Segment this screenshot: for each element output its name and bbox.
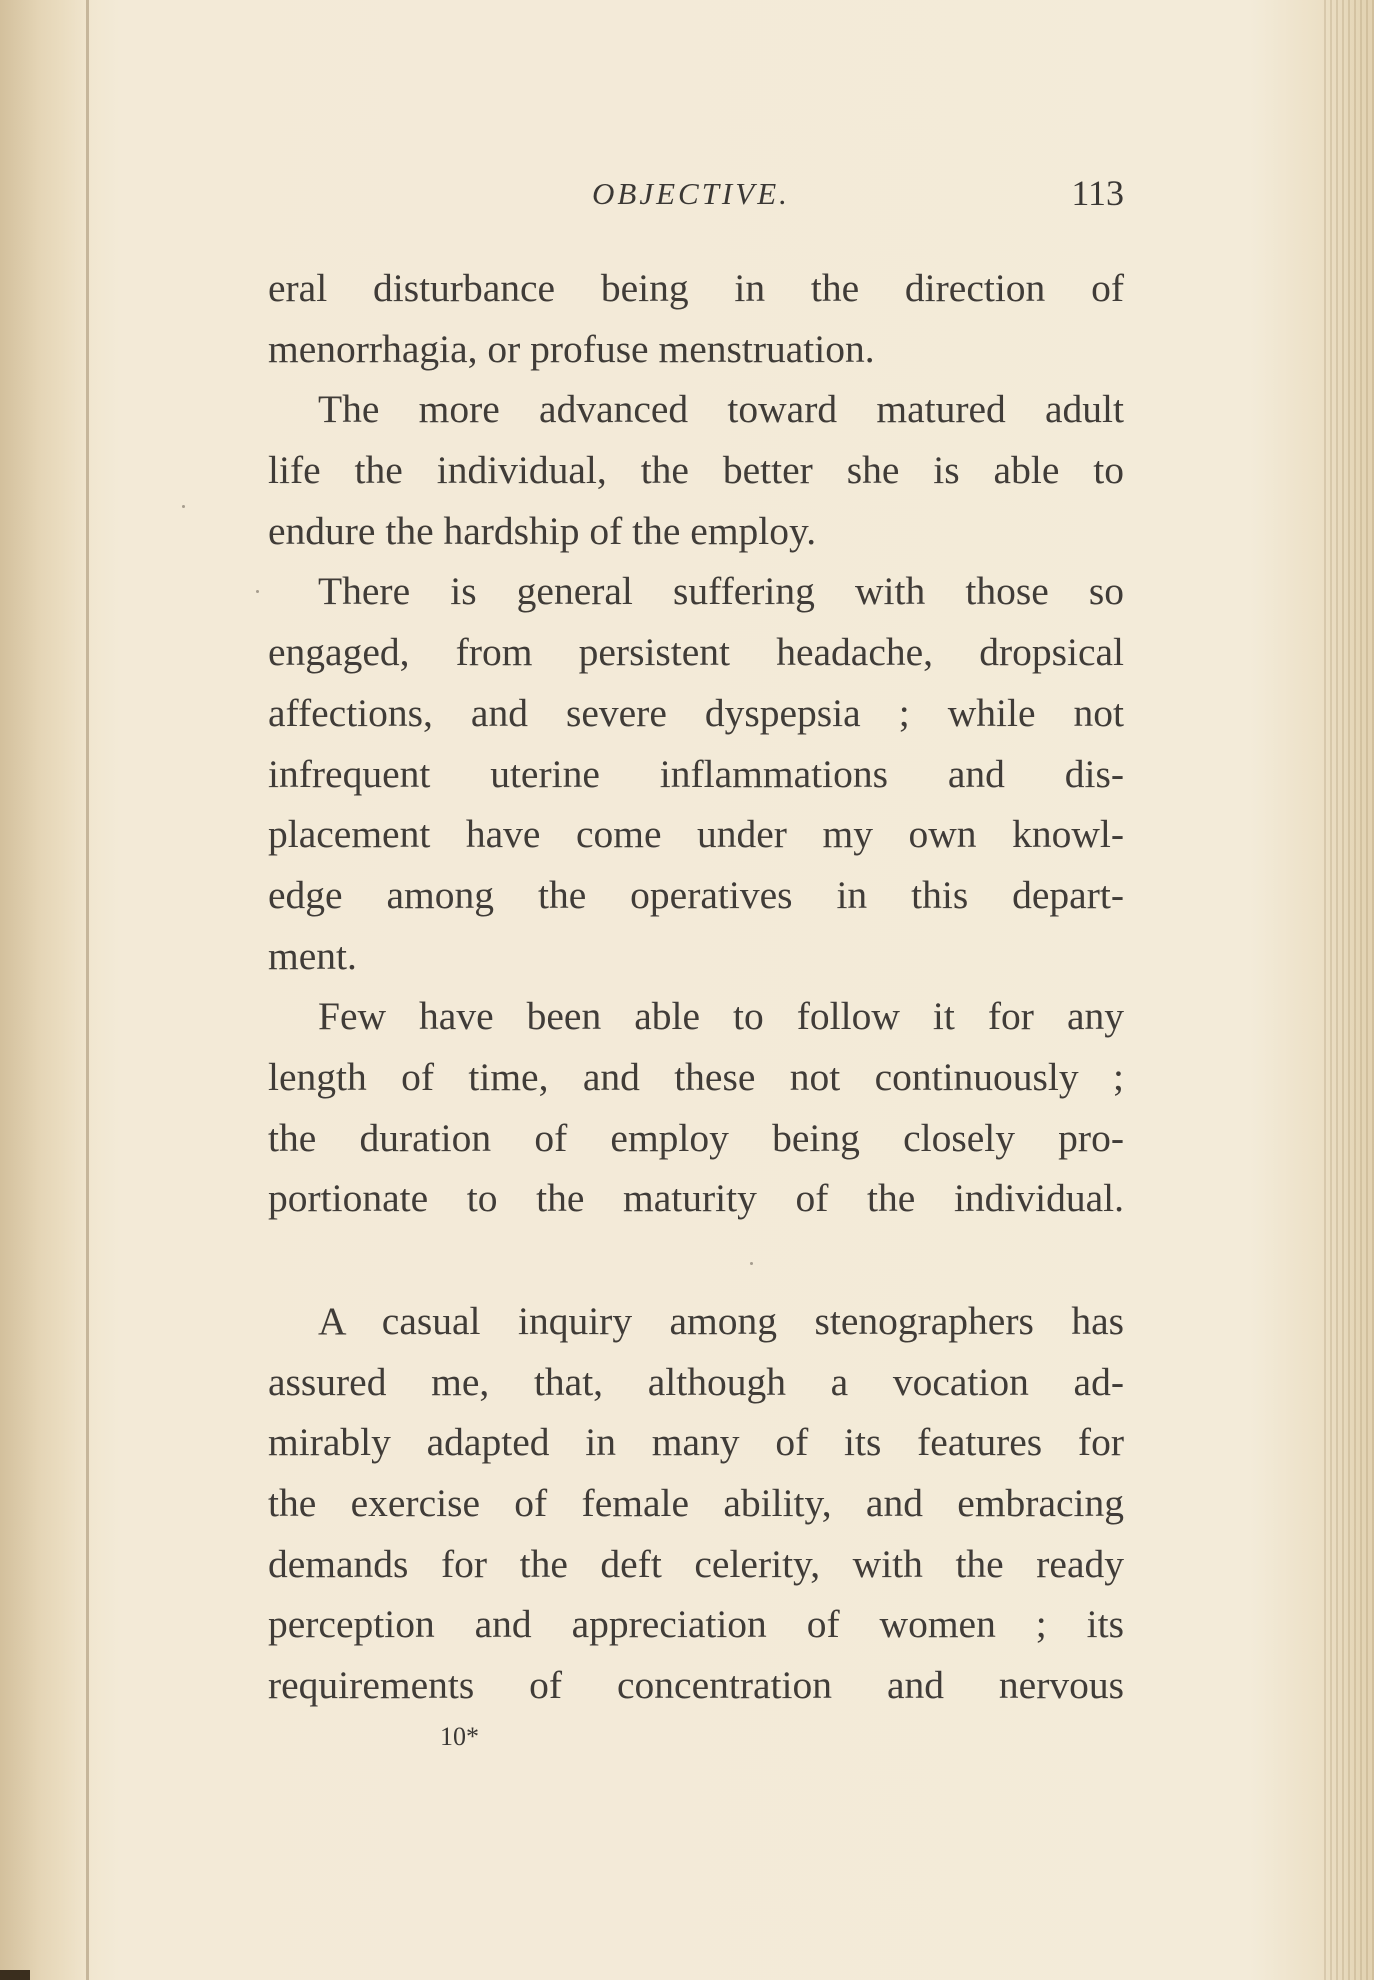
- text-line: portionate to the maturity of the individual.: [268, 1176, 1124, 1221]
- text-line: endure the hardship of the employ.: [268, 508, 817, 553]
- text-line: ment.: [268, 933, 357, 978]
- text-line: affections, and severe dyspepsia ; while not: [268, 690, 1124, 735]
- text-line: life the individual, the better she is able to: [268, 448, 1124, 493]
- text-line: infrequent uterine inflammations and dis-: [268, 751, 1124, 796]
- text-line: edge among the operatives in this depart-: [268, 872, 1124, 917]
- text-line: There is general suffering with those so: [318, 569, 1124, 614]
- text-line: the exercise of female ability, and embracing: [268, 1481, 1124, 1526]
- text-line: The more advanced toward matured adult: [318, 387, 1124, 432]
- binding-shadow: [0, 0, 92, 1980]
- text-line: requirements of concentration and nervous: [268, 1663, 1124, 1708]
- text-line: A casual inquiry among stenographers has: [318, 1299, 1124, 1343]
- binding-line: [86, 0, 89, 1980]
- running-head: OBJECTIVE.: [592, 176, 790, 211]
- text-line: mirably adapted in many of its features for: [268, 1420, 1124, 1465]
- paragraph-1: [268, 258, 1124, 379]
- signature-mark: 10*: [440, 1722, 479, 1751]
- paper-speck: [750, 1262, 753, 1265]
- page-edges: [1324, 0, 1374, 1980]
- paragraph-4: [268, 986, 1124, 1229]
- text-line: engaged, from persistent headache, dropsical: [268, 630, 1124, 675]
- page-header: [268, 168, 1124, 218]
- text-line: eral disturbance being in the direction of: [268, 266, 1124, 310]
- text-line: menorrhagia, or profuse menstruation.: [268, 326, 875, 371]
- paragraph-2: [268, 379, 1124, 561]
- text-line: the duration of employ being closely pro-: [268, 1115, 1124, 1160]
- paragraph-3: [268, 561, 1124, 986]
- paper-speck: [182, 505, 185, 508]
- text-line: assured me, that, although a vocation ad-: [268, 1359, 1124, 1404]
- text-line: length of time, and these not continuously ;: [268, 1054, 1124, 1099]
- corner-shadow: [0, 1970, 30, 1980]
- paper-speck: [256, 590, 259, 593]
- paragraph-5: [268, 1291, 1124, 1716]
- section-break: [268, 1229, 1124, 1291]
- page-number: 113: [1071, 173, 1124, 213]
- text-line: perception and appreciation of women ; its: [268, 1602, 1124, 1647]
- body-text: [268, 258, 1124, 1716]
- text-line: Few have been able to follow it for any: [318, 994, 1124, 1039]
- text-line: demands for the deft celerity, with the ready: [268, 1541, 1124, 1586]
- text-line: placement have come under my own knowl-: [268, 812, 1124, 857]
